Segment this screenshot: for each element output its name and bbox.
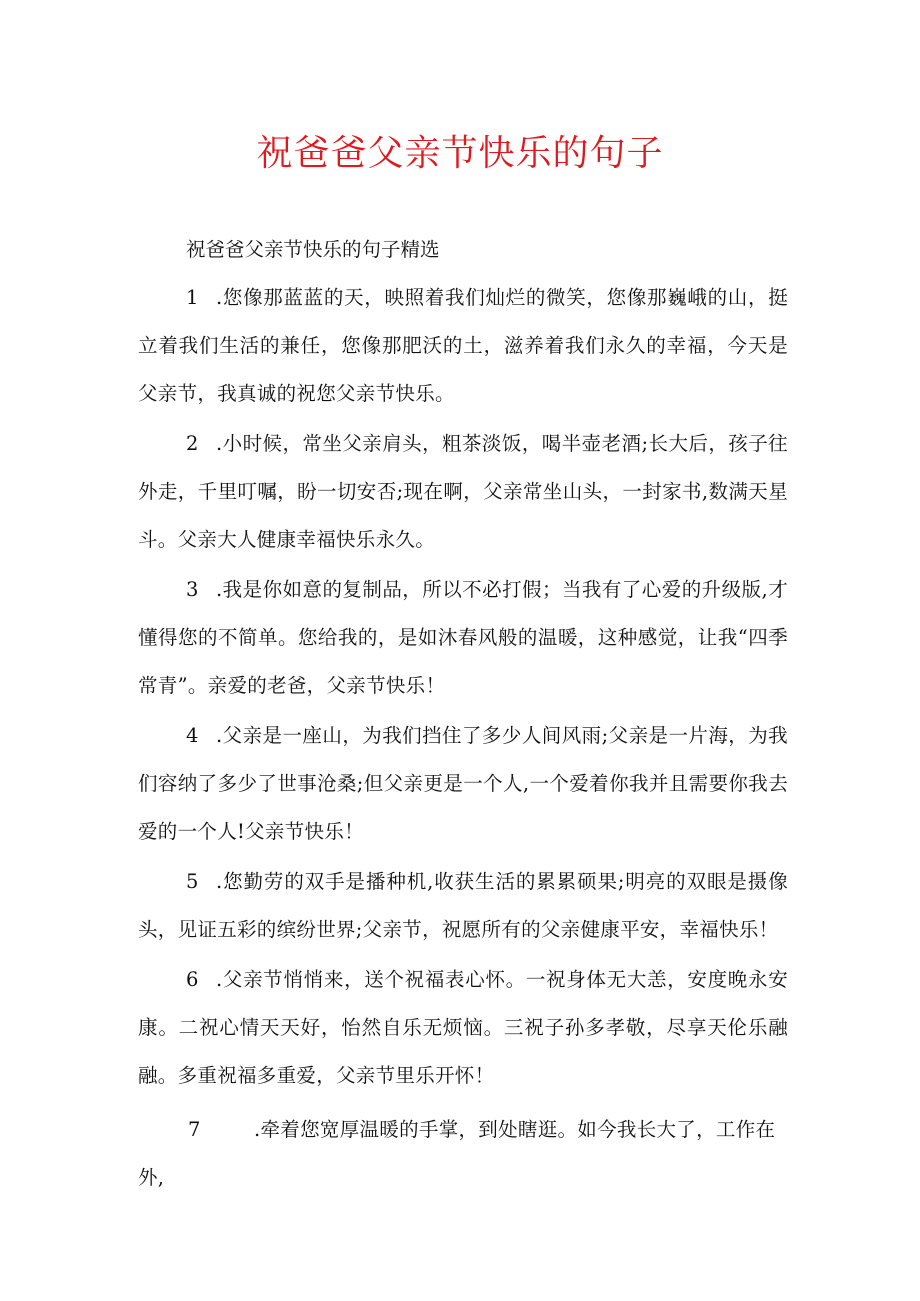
- paragraph-text: .小时候，常坐父亲肩头，粗茶淡饭，喝半壶老酒;长大后，孩子往外走，千里叮嘱，盼一切安否;现在啊，父亲常坐山头，一封家书,数满天星斗。父亲大人健康幸福快乐永久。: [138, 432, 788, 551]
- paragraph-number: 5: [186, 870, 199, 893]
- paragraph-number: 3: [186, 578, 199, 601]
- paragraph-number: 1: [186, 286, 199, 309]
- paragraph-1: [138, 274, 788, 418]
- paragraph-text: .父亲是一座山，为我们挡住了多少人间风雨;父亲是一片海，为我们容纳了多少了世事沧桑;但父亲更是一个人,一个爱着你我并且需要你我去爱的一个人!父亲节快乐！: [138, 724, 788, 843]
- paragraph-text: .您勤劳的双手是播种机,收获生活的累累硕果;明亮的双眼是摄像头，见证五彩的缤纷世界;父亲节，祝愿所有的父亲健康平安，幸福快乐！: [138, 870, 788, 941]
- document-subtitle: 祝爸爸父亲节快乐的句子精选: [186, 238, 440, 261]
- paragraph-5: [138, 858, 788, 954]
- paragraph-text: .父亲节悄悄来，送个祝福表心怀。一祝身体无大恙，安度晚永安康。二祝心情天天好，怡然自乐无烦恼。三祝子孙多孝敬，尽享天伦乐融融。多重祝福多重爱，父亲节里乐开怀！: [138, 968, 788, 1087]
- paragraph-number: 7: [188, 1118, 201, 1141]
- document-title: 祝爸爸父亲节快乐的句子: [256, 133, 664, 174]
- paragraph-text: .我是你如意的复制品，所以不必打假；当我有了心爱的升级版,才懂得您的不简单。您给我的，是如沐春风般的温暖，这种感觉，让我“四季常青”。亲爱的老爸，父亲节快乐！: [138, 578, 788, 697]
- paragraph-7: [138, 1106, 788, 1202]
- paragraph-number: 6: [186, 968, 199, 991]
- paragraph-number: 4: [186, 724, 199, 747]
- document-body: [138, 226, 788, 1222]
- paragraph-text: .牵着您宽厚温暖的手掌，到处瞎逛。如今我长大了，工作在外,: [138, 1118, 776, 1189]
- paragraph-6: [138, 956, 788, 1100]
- paragraph-3: [138, 566, 788, 710]
- paragraph-number: 2: [186, 432, 199, 455]
- paragraph-text: .您像那蓝蓝的天，映照着我们灿烂的微笑，您像那巍峨的山，挺立着我们生活的兼任，您像那肥沃的土，滋养着我们永久的幸福，今天是父亲节，我真诚的祝您父亲节快乐。: [138, 286, 788, 405]
- paragraph-4: [138, 712, 788, 856]
- paragraph-2: [138, 420, 788, 564]
